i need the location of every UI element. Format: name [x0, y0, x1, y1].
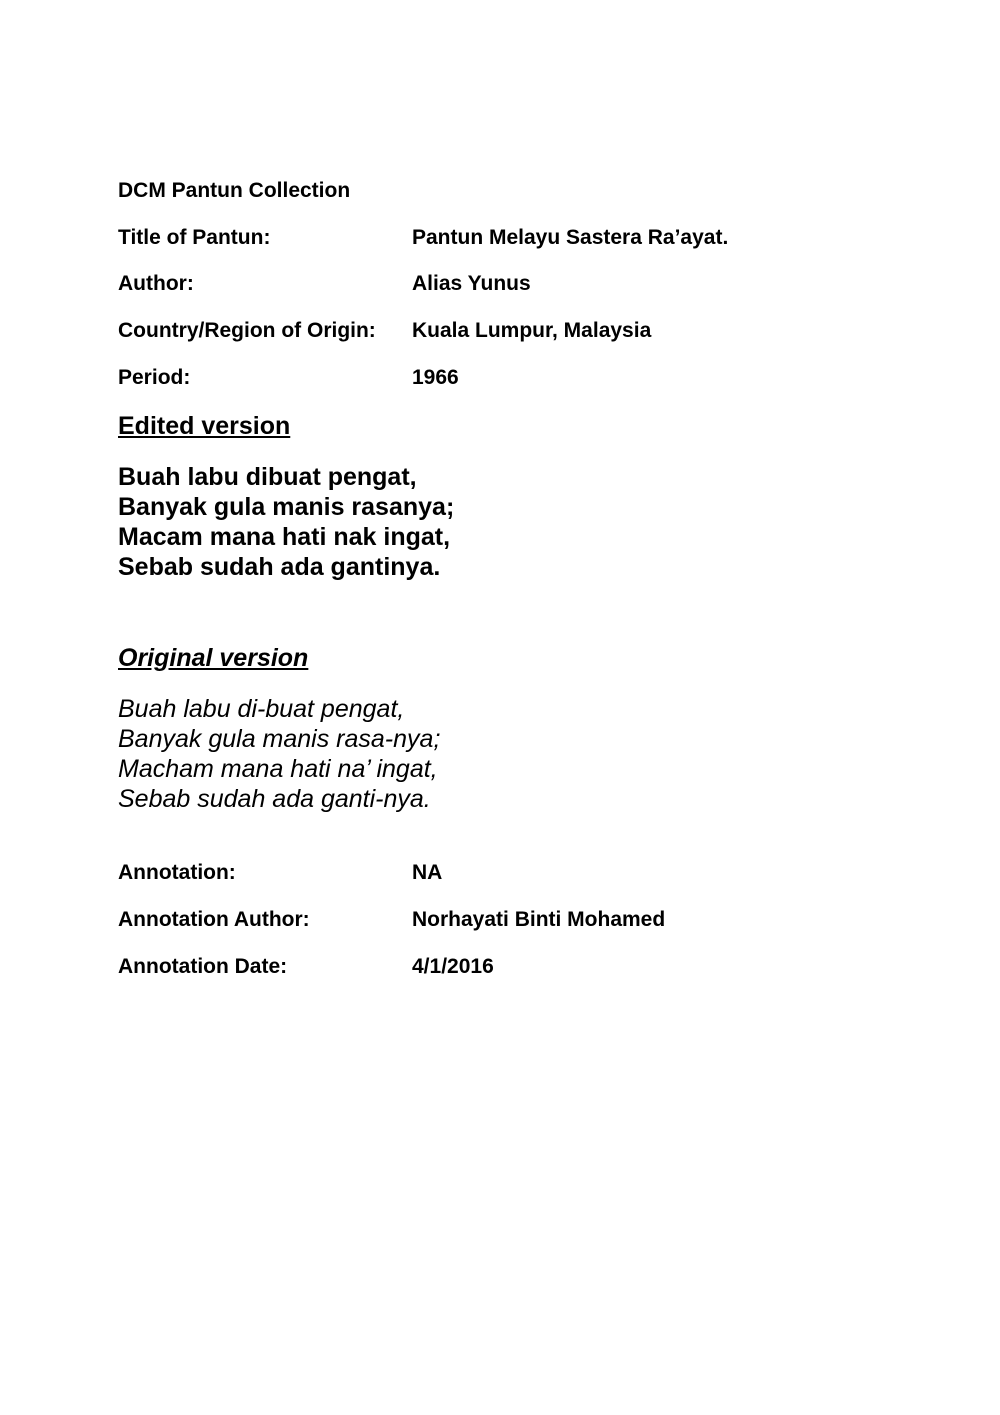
verse-line: Banyak gula manis rasa-nya; — [118, 725, 441, 753]
annotation-date-value: 4/1/2016 — [412, 955, 494, 978]
verse-line: Macam mana hati nak ingat, — [118, 523, 451, 551]
metadata-value: Pantun Melayu Sastera Ra’ayat. — [412, 226, 729, 249]
verse-line: Macham mana hati na’ ingat, — [118, 755, 438, 783]
original-version-heading: Original version — [118, 644, 309, 672]
edited-version-heading: Edited version — [118, 412, 291, 440]
original-verse — [118, 694, 440, 814]
verse-line: Buah labu di-buat pengat, — [118, 695, 405, 723]
verse-line: Buah labu dibuat pengat, — [118, 463, 417, 491]
metadata-value: Kuala Lumpur, Malaysia — [412, 319, 652, 342]
metadata-label: Period: — [118, 366, 191, 389]
metadata-value: Alias Yunus — [412, 272, 531, 295]
metadata-label: Country/Region of Origin: — [118, 319, 376, 342]
annotation-label: Annotation: — [118, 861, 236, 884]
metadata-label: Title of Pantun: — [118, 226, 271, 249]
metadata-label: Author: — [118, 272, 194, 295]
edited-verse — [118, 462, 454, 582]
verse-line: Sebab sudah ada gantinya. — [118, 553, 441, 581]
annotation-date-label: Annotation Date: — [118, 955, 288, 978]
metadata-value: 1966 — [412, 366, 459, 389]
annotation-author-label: Annotation Author: — [118, 908, 310, 931]
verse-line: Sebab sudah ada ganti-nya. — [118, 785, 431, 813]
annotation-author-value: Norhayati Binti Mohamed — [412, 908, 666, 931]
collection-title: DCM Pantun Collection — [118, 179, 351, 202]
annotation-value: NA — [412, 861, 443, 884]
verse-line: Banyak gula manis rasanya; — [118, 493, 455, 521]
